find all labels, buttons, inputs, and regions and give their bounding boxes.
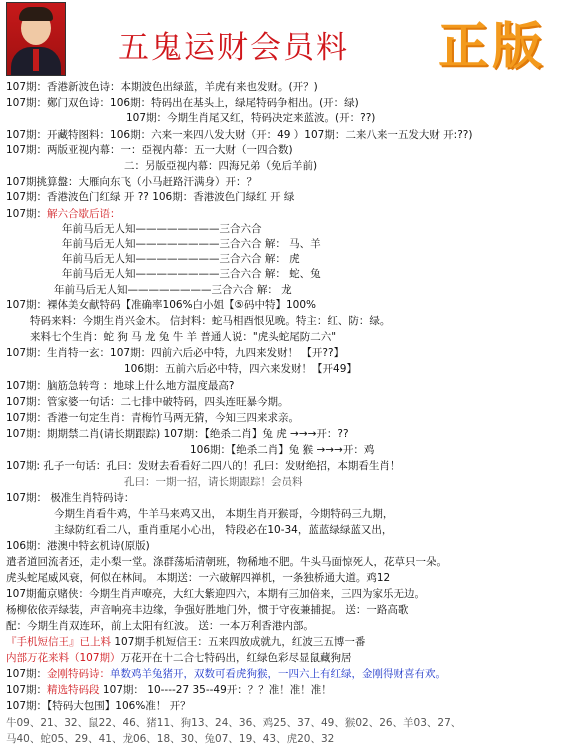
text-line bbox=[6, 587, 425, 601]
text-segment: 107期: 孔子一句话：孔曰：发财去看看好二四八的！孔曰：发财绝招，本期看生肖！ bbox=[6, 460, 401, 472]
text-line bbox=[6, 683, 332, 697]
text-segment: 精选特码段 bbox=[47, 684, 100, 696]
text-segment: 年前马后无人知————————三合六合 解： 龙 bbox=[54, 284, 292, 296]
text-segment: 107期：香港波色门红绿 开 ?? 106期：香港波色门绿红 开 绿 bbox=[6, 191, 295, 203]
text-segment: 年前马后无人知————————三合六合 解： 马、羊 bbox=[62, 238, 321, 250]
text-line bbox=[6, 379, 234, 393]
text-line bbox=[6, 346, 344, 360]
text-segment: 『手机短信王』已上料 bbox=[6, 636, 111, 648]
page-title: 五鬼运财会员料 bbox=[118, 30, 349, 66]
text-line bbox=[6, 96, 359, 110]
text-segment: 107期：开藏特图料：106期：六来一来四八发大财（开：49 ）107期：二来八来一五发大财 开:??) bbox=[6, 129, 473, 141]
text-segment: 年前马后无人知————————三合六合 bbox=[62, 223, 262, 235]
text-segment: 二：另版亞视内幕：四海兄弟（免后羊前) bbox=[124, 160, 318, 172]
text-line bbox=[62, 252, 300, 266]
text-segment: 106期：【绝杀二肖】兔 猴 →→→开：鸡 bbox=[190, 444, 375, 456]
text-segment: 特码来料：今期生肖兴金木。 信封料：蛇马相酉恨见晚。特主：红、防：绿。 bbox=[30, 315, 391, 327]
text-line bbox=[30, 314, 390, 328]
text-line bbox=[6, 635, 365, 649]
text-segment: 107期：香港一句定生肖：青梅竹马两无猜，今知三四来求亲。 bbox=[6, 412, 300, 424]
text-line bbox=[6, 80, 318, 94]
text-segment: 107期：香港新波色诗：本期波色出绿蓝，羊虎有来也发财。(开？) bbox=[6, 81, 318, 93]
text-line bbox=[30, 330, 336, 344]
text-segment: 金刚特码诗： bbox=[47, 668, 111, 680]
text-line bbox=[6, 539, 150, 553]
text-line bbox=[62, 267, 321, 281]
text-segment: 107期： bbox=[6, 668, 48, 680]
text-segment: 内部万花来料（107期） bbox=[6, 652, 121, 664]
text-line bbox=[6, 459, 400, 473]
text-line bbox=[124, 362, 357, 376]
text-line bbox=[6, 571, 390, 585]
text-segment: 107期：裸体美女献特码【准确率106%白小姐【⑤码中特】100% bbox=[6, 299, 316, 311]
text-segment: 107期： bbox=[6, 684, 48, 696]
text-segment: 年前马后无人知————————三合六合 解： 虎 bbox=[62, 253, 300, 265]
text-segment: 马40、蛇05、29、41、龙06、18、30、兔07、19、43、虎20、32 bbox=[6, 733, 335, 745]
text-line bbox=[54, 507, 393, 521]
text-line bbox=[62, 222, 262, 236]
text-line bbox=[6, 732, 334, 746]
photo-hair bbox=[19, 7, 53, 21]
text-segment: 107期：管家婆一句话：二七排中破特码，四头连旺暴今期。 bbox=[6, 396, 289, 408]
text-line bbox=[54, 523, 392, 537]
text-segment: 遣者道回流者还，走小梨一堂。涤群荡垢清朝班，物稀地不肥。牛头马面惊死人，花草只一朵。 bbox=[6, 556, 447, 568]
text-line bbox=[62, 237, 321, 251]
text-segment: 107期： 极准生肖特码诗： bbox=[6, 492, 135, 504]
text-segment: 107期：【特码大包围】106%准！ 开？ bbox=[6, 700, 191, 712]
text-segment: 今期生肖看牛鸡，牛羊马来鸡又出， 本期生肖开猴哥，今期特码三九期， bbox=[54, 508, 394, 520]
text-segment: 107期：生肖特一玄：107期：四前六后必中特，九四来发财！ 【开??】 bbox=[6, 347, 345, 359]
text-line bbox=[6, 207, 121, 221]
text-segment: 106期：港澳中特玄机诗(原版) bbox=[6, 540, 150, 552]
text-line bbox=[6, 128, 472, 142]
text-line bbox=[6, 143, 293, 157]
text-segment: 孔曰：一期一招，请长期跟踪！会员料 bbox=[124, 476, 303, 488]
text-line bbox=[6, 190, 294, 204]
text-line bbox=[6, 619, 314, 633]
host-photo bbox=[6, 2, 66, 76]
text-line bbox=[6, 667, 446, 681]
text-segment: 主绿防红看二八，重肖重尾小心出， 特段必在10-34，蓝蓝绿绿蓝又出， bbox=[54, 524, 393, 536]
authentic-stamp: 正版 bbox=[438, 17, 546, 75]
text-segment: 配：今期生肖双连环，前上太阳有红波。 送：一本万利香港内部。 bbox=[6, 620, 314, 632]
text-segment: 万花开在十二合七特码出，红绿色彩尽显鼠藏狗居 bbox=[120, 652, 352, 664]
text-line bbox=[124, 159, 317, 173]
text-segment: 107期： 10----27 35--49开：？？准！准！准！ bbox=[99, 684, 332, 696]
text-line bbox=[6, 411, 299, 425]
text-segment: 牛09、21、32、鼠22、46、猪11、狗13、24、36、鸡25、37、49、猴02、26、羊03、27、 bbox=[6, 717, 462, 729]
text-line bbox=[6, 555, 447, 569]
text-segment: 解六合歇后语： bbox=[47, 208, 121, 220]
text-segment: 107期：今期生肖尾又红，特码决定来蓝波。(开：??) bbox=[126, 112, 376, 124]
text-segment: 虎头蛇尾威风衰，何似在林间。 本期送：一六破解四禅机，一条独桥通大道。鸡12 bbox=[6, 572, 391, 584]
text-line bbox=[190, 443, 374, 457]
text-segment: 107期：脑筋急转弯 ：地球上什么地方温度最高? bbox=[6, 380, 235, 392]
text-segment: 107期葡京赌侠：今期生肖声嘹亮，大红大紫迎四六，本期有三加倍来，三四为家乐无边。 bbox=[6, 588, 426, 600]
text-segment: 107期手机短信王：五来四放成就九，红波三五博一番 bbox=[111, 636, 366, 648]
text-segment: 106期：五前六后必中特，四六来发财！【开49】 bbox=[124, 363, 357, 375]
text-line bbox=[6, 716, 461, 730]
text-segment: 107期：两版亚视内幕：一：亞视内幕：五一大财（一四合数) bbox=[6, 144, 293, 156]
text-line bbox=[54, 283, 292, 297]
text-line bbox=[6, 651, 352, 665]
text-segment: 107期挑算盤：大雁向东飞（小马赶路汗满身）开：？ bbox=[6, 176, 258, 188]
text-line bbox=[6, 298, 316, 312]
text-segment: 来料七个生肖：蛇 狗 马 龙 兔 牛 羊 普通人说："虎头蛇尾防二六" bbox=[30, 331, 337, 343]
text-segment: 单数鸡羊兔猪开，双数可看虎狗猴，一四六上有红绿，金刚得财喜有欢。 bbox=[110, 668, 447, 680]
text-line bbox=[6, 491, 134, 505]
text-line bbox=[6, 427, 349, 441]
header bbox=[0, 0, 566, 78]
text-line bbox=[6, 175, 257, 189]
text-segment: 107期：鄭门双色诗：106期：特码出在基头上，绿尾特码争相出。(开：绿) bbox=[6, 97, 359, 109]
text-segment: 107期：期期禁二肖(请长期跟踪) 107期：【绝杀二肖】兔 虎 →→→开：?? bbox=[6, 428, 349, 440]
text-segment: 年前马后无人知————————三合六合 解： 蛇、兔 bbox=[62, 268, 321, 280]
text-segment: 杨柳依依弄绿装，声音响亮丰边缘，争强好胜地门外，惯于守夜兼捕捉。 送：一路高歌 bbox=[6, 604, 409, 616]
text-line bbox=[124, 475, 303, 489]
text-line bbox=[6, 603, 408, 617]
text-segment: 107期： bbox=[6, 208, 48, 220]
text-line bbox=[6, 699, 191, 713]
photo-tie bbox=[33, 49, 39, 71]
text-line bbox=[6, 395, 289, 409]
text-line bbox=[126, 111, 375, 125]
